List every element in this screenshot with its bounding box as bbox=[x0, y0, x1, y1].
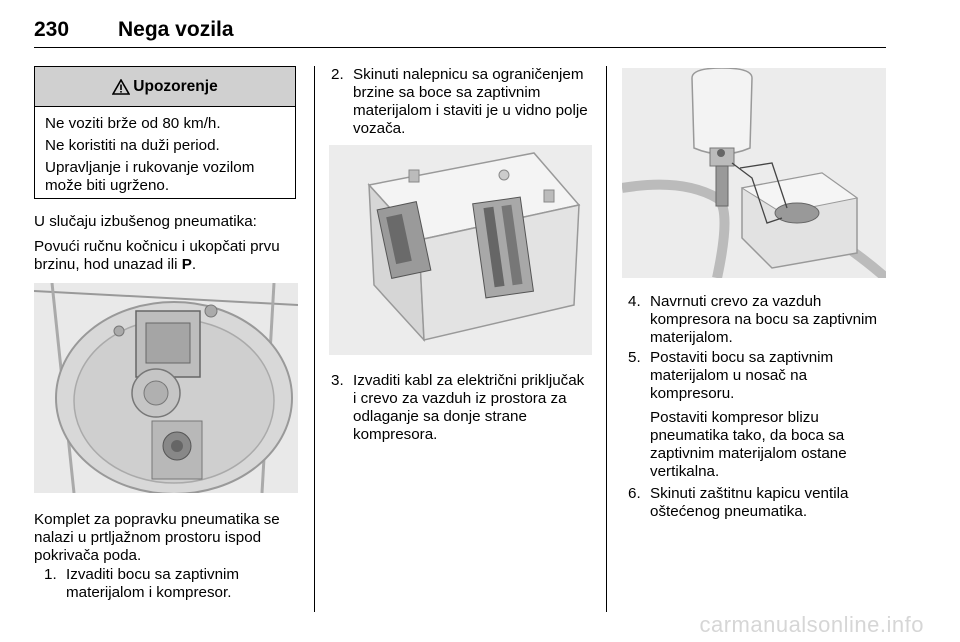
step-text: Skinuti nalepnicu sa ograničenjem brzine sa boce sa zaptivnim materijalom i staviti je u vidno polje vozača. bbox=[353, 66, 588, 137]
handbrake-paragraph: Povući ručnu kočnicu i ukopčati prvu brzinu, hod unazad ili P. bbox=[34, 238, 280, 273]
intro-text: U slučaju izbušenog pneumatika: bbox=[34, 213, 257, 230]
trunk-illustration bbox=[34, 283, 298, 493]
bottle-compressor-illustration bbox=[622, 68, 886, 278]
step-number: 1. bbox=[44, 566, 57, 583]
page-number: 230 bbox=[34, 18, 70, 41]
step-text: Skinuti zaštitnu kapicu ventila oštećenog pneumatika. bbox=[650, 485, 849, 520]
step-text: Izvaditi kabl za električni priključak i crevo za vazduh iz prostora za odlaganje sa donje strane kompresora. bbox=[353, 372, 585, 443]
warning-body bbox=[35, 107, 295, 195]
list-item bbox=[628, 485, 890, 525]
page-title: Nega vozila bbox=[118, 18, 234, 41]
warning-line: Upravljanje i rukovanje vozilom može biti ugrženo. bbox=[45, 159, 255, 194]
watermark: carmanualsonline.info bbox=[699, 612, 924, 637]
list-item bbox=[44, 566, 306, 606]
kit-location-text: Komplet za popravku pneumatika se nalazi u prtljažnom prostoru ispod pokrivača poda. bbox=[34, 511, 280, 564]
list-item bbox=[331, 372, 597, 448]
step-text: Navrnuti crevo za vazduh kompresora na bocu sa zaptivnim materijalom. bbox=[650, 293, 878, 346]
step-number: 6. bbox=[628, 485, 641, 502]
warning-line: Ne voziti brže od 80 km/h. bbox=[45, 115, 221, 132]
step-text: Izvaditi bocu sa zaptivnim materijalom i kompresor. bbox=[66, 566, 240, 601]
step-number: 2. bbox=[331, 66, 344, 83]
column-separator-1 bbox=[314, 66, 315, 612]
column-separator-2 bbox=[606, 66, 607, 612]
compressor-underside-illustration bbox=[329, 145, 592, 355]
list-item bbox=[628, 293, 890, 349]
list-item bbox=[628, 349, 890, 405]
step-number: 5. bbox=[628, 349, 641, 366]
warning-line: Ne koristiti na duži period. bbox=[45, 137, 220, 154]
header-rule bbox=[34, 47, 886, 48]
page-header bbox=[34, 6, 886, 46]
warning-box bbox=[34, 66, 296, 199]
step-number: 3. bbox=[331, 372, 344, 389]
step-number: 4. bbox=[628, 293, 641, 310]
warning-triangle-icon bbox=[112, 79, 130, 95]
step-5-detail: Postaviti kompresor blizu pneumatika tako, da boca sa zaptivnim materijalom ostane vertikalna. bbox=[650, 409, 847, 480]
warning-header bbox=[35, 67, 295, 107]
list-item bbox=[331, 66, 597, 142]
step-text: Postaviti bocu sa zaptivnim materijalom u nosač na kompresoru. bbox=[650, 349, 834, 402]
warning-title: Upozorenje bbox=[133, 77, 218, 95]
